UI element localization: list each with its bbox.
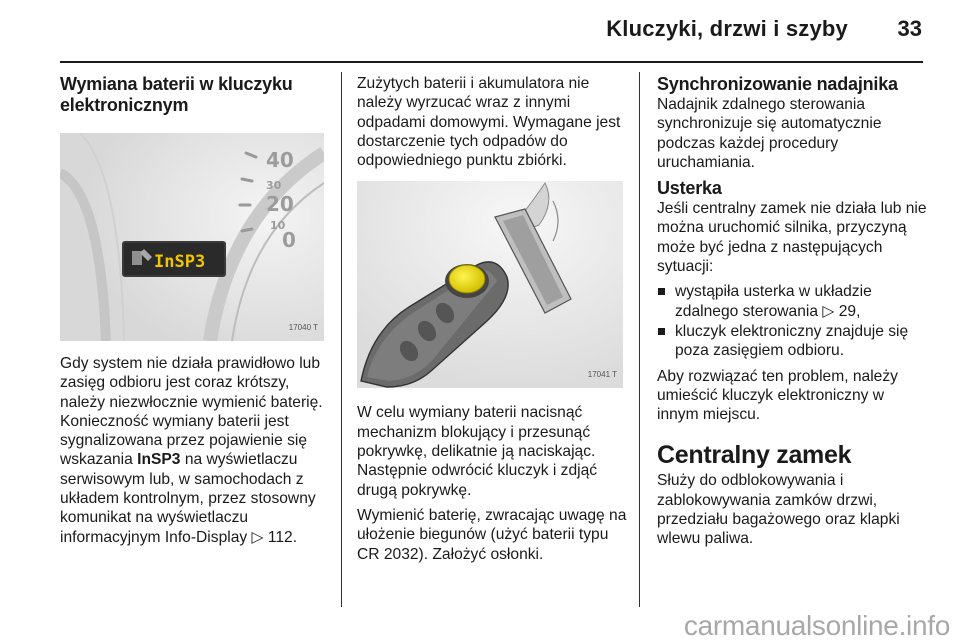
key-fob-illustration [357,181,623,388]
page-reference[interactable]: 29, [838,302,861,320]
reference-arrow-icon: ▷ [251,528,264,546]
battery-icon [449,265,485,293]
instrument-display-figure [60,133,324,341]
bullet-square-icon [658,288,665,295]
section-heading-fault: Usterka [657,178,722,199]
section-heading-sync: Synchronizowanie nadajnika [657,74,898,94]
gauge-label-30: 30 [266,179,282,192]
column-1 [60,74,328,553]
list-item-text: kluczyk elektroniczny znajduje się poza zasięgiem odbioru. [675,322,909,360]
solution-paragraph: Aby rozwiązać ten problem, należy umieścić kluczyk elektroniczny w innym miejscu. [657,367,898,424]
list-item [657,282,929,321]
page-reference[interactable]: 112. [267,528,298,546]
fault-causes-list [657,282,929,360]
gauge-label-10: 10 [270,219,286,232]
cover-removal-paragraph: W celu wymiany baterii nacisnąć mechanizm blokujący i przesunąć pokrywkę, delikatnie ją naciskając. Następnie odwrócić kluczyk i zdjąć drugą pokrywkę. [357,404,598,499]
reference-arrow-icon: ▷ [822,302,835,320]
column-divider-2 [639,72,640,607]
header-rule [60,61,923,63]
paragraph-text: Gdy system nie działa prawidłowo lub zasięg odbioru jest coraz krótszy, należy niezwłocznie wymienić baterię. Konieczność wymiany baterii jest sygnalizowana przez pojawienie się wskazania [60,355,323,469]
header-title: Kluczyki, drzwi i szyby [606,16,848,41]
central-lock-paragraph: Służy do odblokowywania i zablokowywania zamków drzwi, przedziału bagażowego oraz klapki wlewu paliwa. [657,472,900,548]
page-header [0,0,960,64]
gauge-label-20: 20 [266,192,294,216]
gauge-label-40: 40 [266,148,294,172]
sync-paragraph: Nadajnik zdalnego sterowania synchronizuje się automatycznie podczas każdej procedury uruchamiania. [657,96,882,171]
list-item-text: wystąpiła usterka w układzie zdalnego sterowania [675,283,872,320]
watermark: carmanualsonline.info [683,610,950,641]
display-inspection-text: InSP3 [154,252,206,272]
column-3 [657,74,929,555]
key-battery-figure [357,181,623,388]
column-divider-1 [341,72,342,607]
instrument-cluster-illustration [60,133,324,341]
inspection-code: InSP3 [137,451,181,469]
battery-replace-paragraph: Wymienić baterię, zwracając uwagę na ułożenie biegunów (użyć baterii typu CR 2032). Założyć osłonki. [357,506,627,563]
fault-paragraph: Jeśli centralny zamek nie działa lub nie można uruchomić silnika, przyczyną może być jedna z następujących sytuacji: [657,200,927,276]
section-heading-central-lock: Centralny zamek [657,441,852,470]
paragraph-text-continued: na wyświetlaczu serwisowym lub, w samochodach z układem kontrolnym, przez stosowny komunikat na wyświetlaczu informacyjnym Info-Display [60,451,316,546]
battery-warning-paragraph [60,354,328,547]
disposal-paragraph: Zużytych baterii i akumulatora nie należy wyrzucać wraz z innymi odpadami domowymi. Wymagane jest dostarczenie tych odpadów do odpowiedniego punktu zbiórki. [357,75,621,170]
figure-number: 17041 T [587,370,617,380]
bullet-square-icon [658,328,665,335]
figure-number: 17040 T [288,322,318,332]
page-number: 33 [897,16,922,41]
section-heading-battery-replacement: Wymiana baterii w kluczyku elektronicznym [60,74,293,115]
list-item [657,322,929,361]
gauge-label-0: 0 [282,228,296,252]
column-2 [357,74,627,570]
